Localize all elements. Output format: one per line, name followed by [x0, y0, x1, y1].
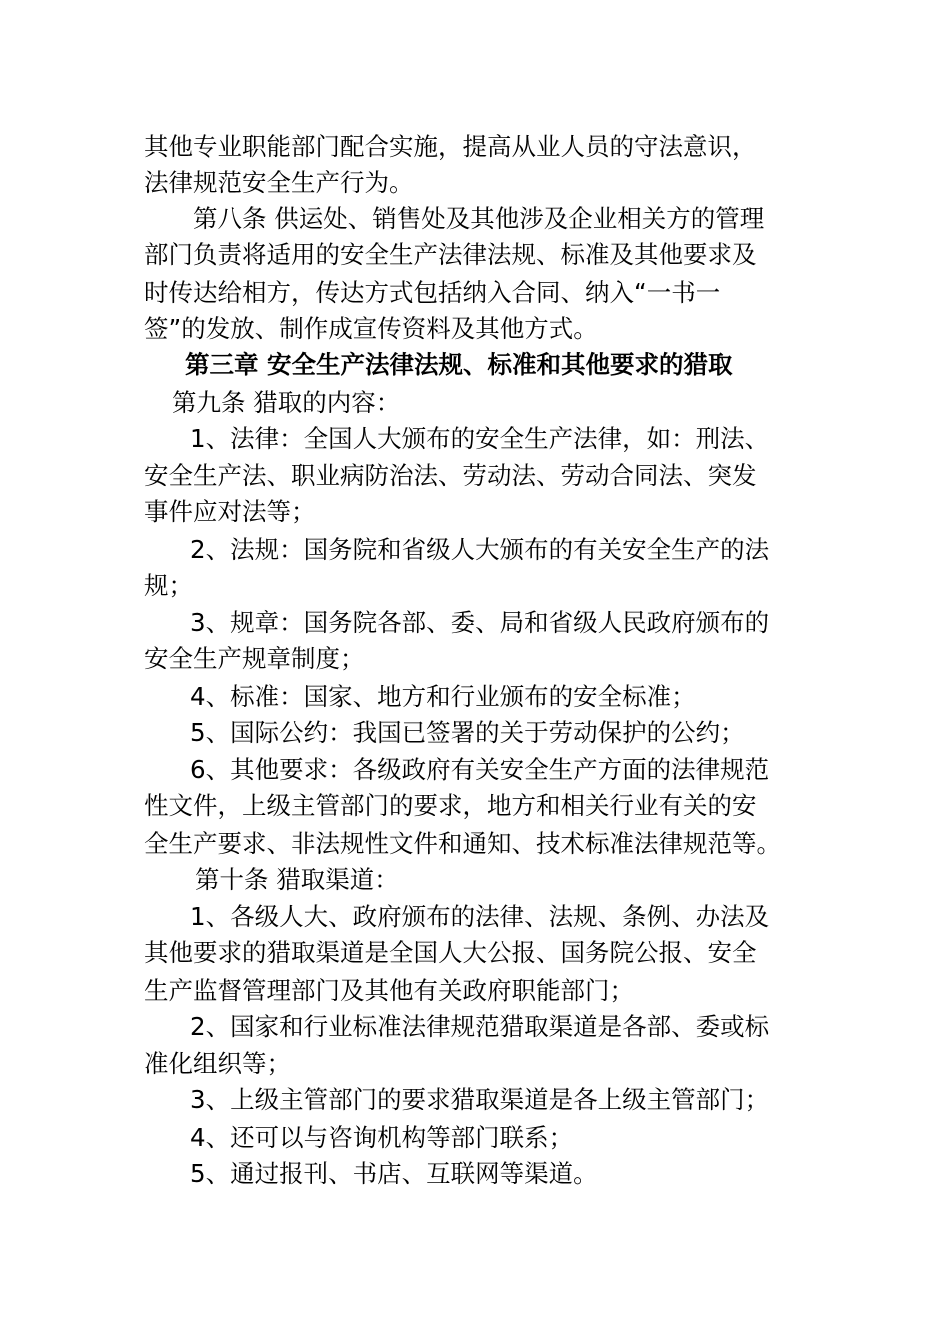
text-line: 其他要求的猎取渠道是全国人大公报、国务院公报、安全: [144, 938, 757, 967]
text-line: 时传达给相方，传达方式包括纳入合同、纳入“一书一: [144, 278, 721, 307]
article-10-start: 第十条 猎取渠道：: [195, 865, 399, 894]
text-line: 全生产要求、非法规性文件和通知、技术标准法律规范等。: [144, 829, 781, 858]
list-item: 4、还可以与咨询机构等部门联系；: [190, 1123, 574, 1152]
list-item: 4、标准：国家、地方和行业颁布的安全标准；: [190, 682, 696, 711]
text-line: 安全生产法、职业病防治法、劳动法、劳动合同法、突发: [144, 461, 757, 490]
list-item: 6、其他要求：各级政府有关安全生产方面的法律规范: [190, 755, 770, 784]
list-item: 1、法律：全国人大颁布的安全生产法律，如：刑法、: [190, 424, 770, 453]
article-8-start: 第八条 供运处、销售处及其他涉及企业相关方的管理: [193, 204, 765, 233]
list-item: 3、规章：国务院各部、委、局和省级人民政府颁布的: [190, 608, 770, 637]
text-line: 性文件，上级主管部门的要求，地方和相关行业有关的安: [144, 791, 757, 820]
list-item: 5、国际公约：我国已签署的关于劳动保护的公约；: [190, 718, 745, 747]
text-line: 部门负责将适用的安全生产法律法规、标准及其他要求及: [144, 240, 757, 269]
text-line: 规；: [144, 571, 193, 600]
list-item: 3、上级主管部门的要求猎取渠道是各上级主管部门；: [190, 1085, 770, 1114]
text-line: 事件应对法等；: [144, 497, 316, 526]
list-item: 1、各级人大、政府颁布的法律、法规、条例、办法及: [190, 902, 770, 931]
chapter-3-heading: 第三章 安全生产法律法规、标准和其他要求的猎取: [185, 350, 733, 379]
text-line: 安全生产规章制度；: [144, 644, 365, 673]
text-line: 生产监督管理部门及其他有关政府职能部门；: [144, 976, 634, 1005]
text-line: 其他专业职能部门配合实施，提高从业人员的守法意识，: [144, 132, 757, 161]
text-line: 法律规范安全生产行为。: [144, 168, 414, 197]
article-9-start: 第九条 猎取的内容：: [172, 388, 401, 417]
list-item: 2、国家和行业标准法律规范猎取渠道是各部、委或标: [190, 1012, 770, 1041]
text-line: 准化组织等；: [144, 1049, 291, 1078]
text-line: 签”的发放、制作成宣传资料及其他方式。: [144, 314, 598, 343]
list-item: 2、法规：国务院和省级人大颁布的有关安全生产的法: [190, 535, 770, 564]
list-item: 5、通过报刊、书店、互联网等渠道。: [190, 1159, 598, 1188]
